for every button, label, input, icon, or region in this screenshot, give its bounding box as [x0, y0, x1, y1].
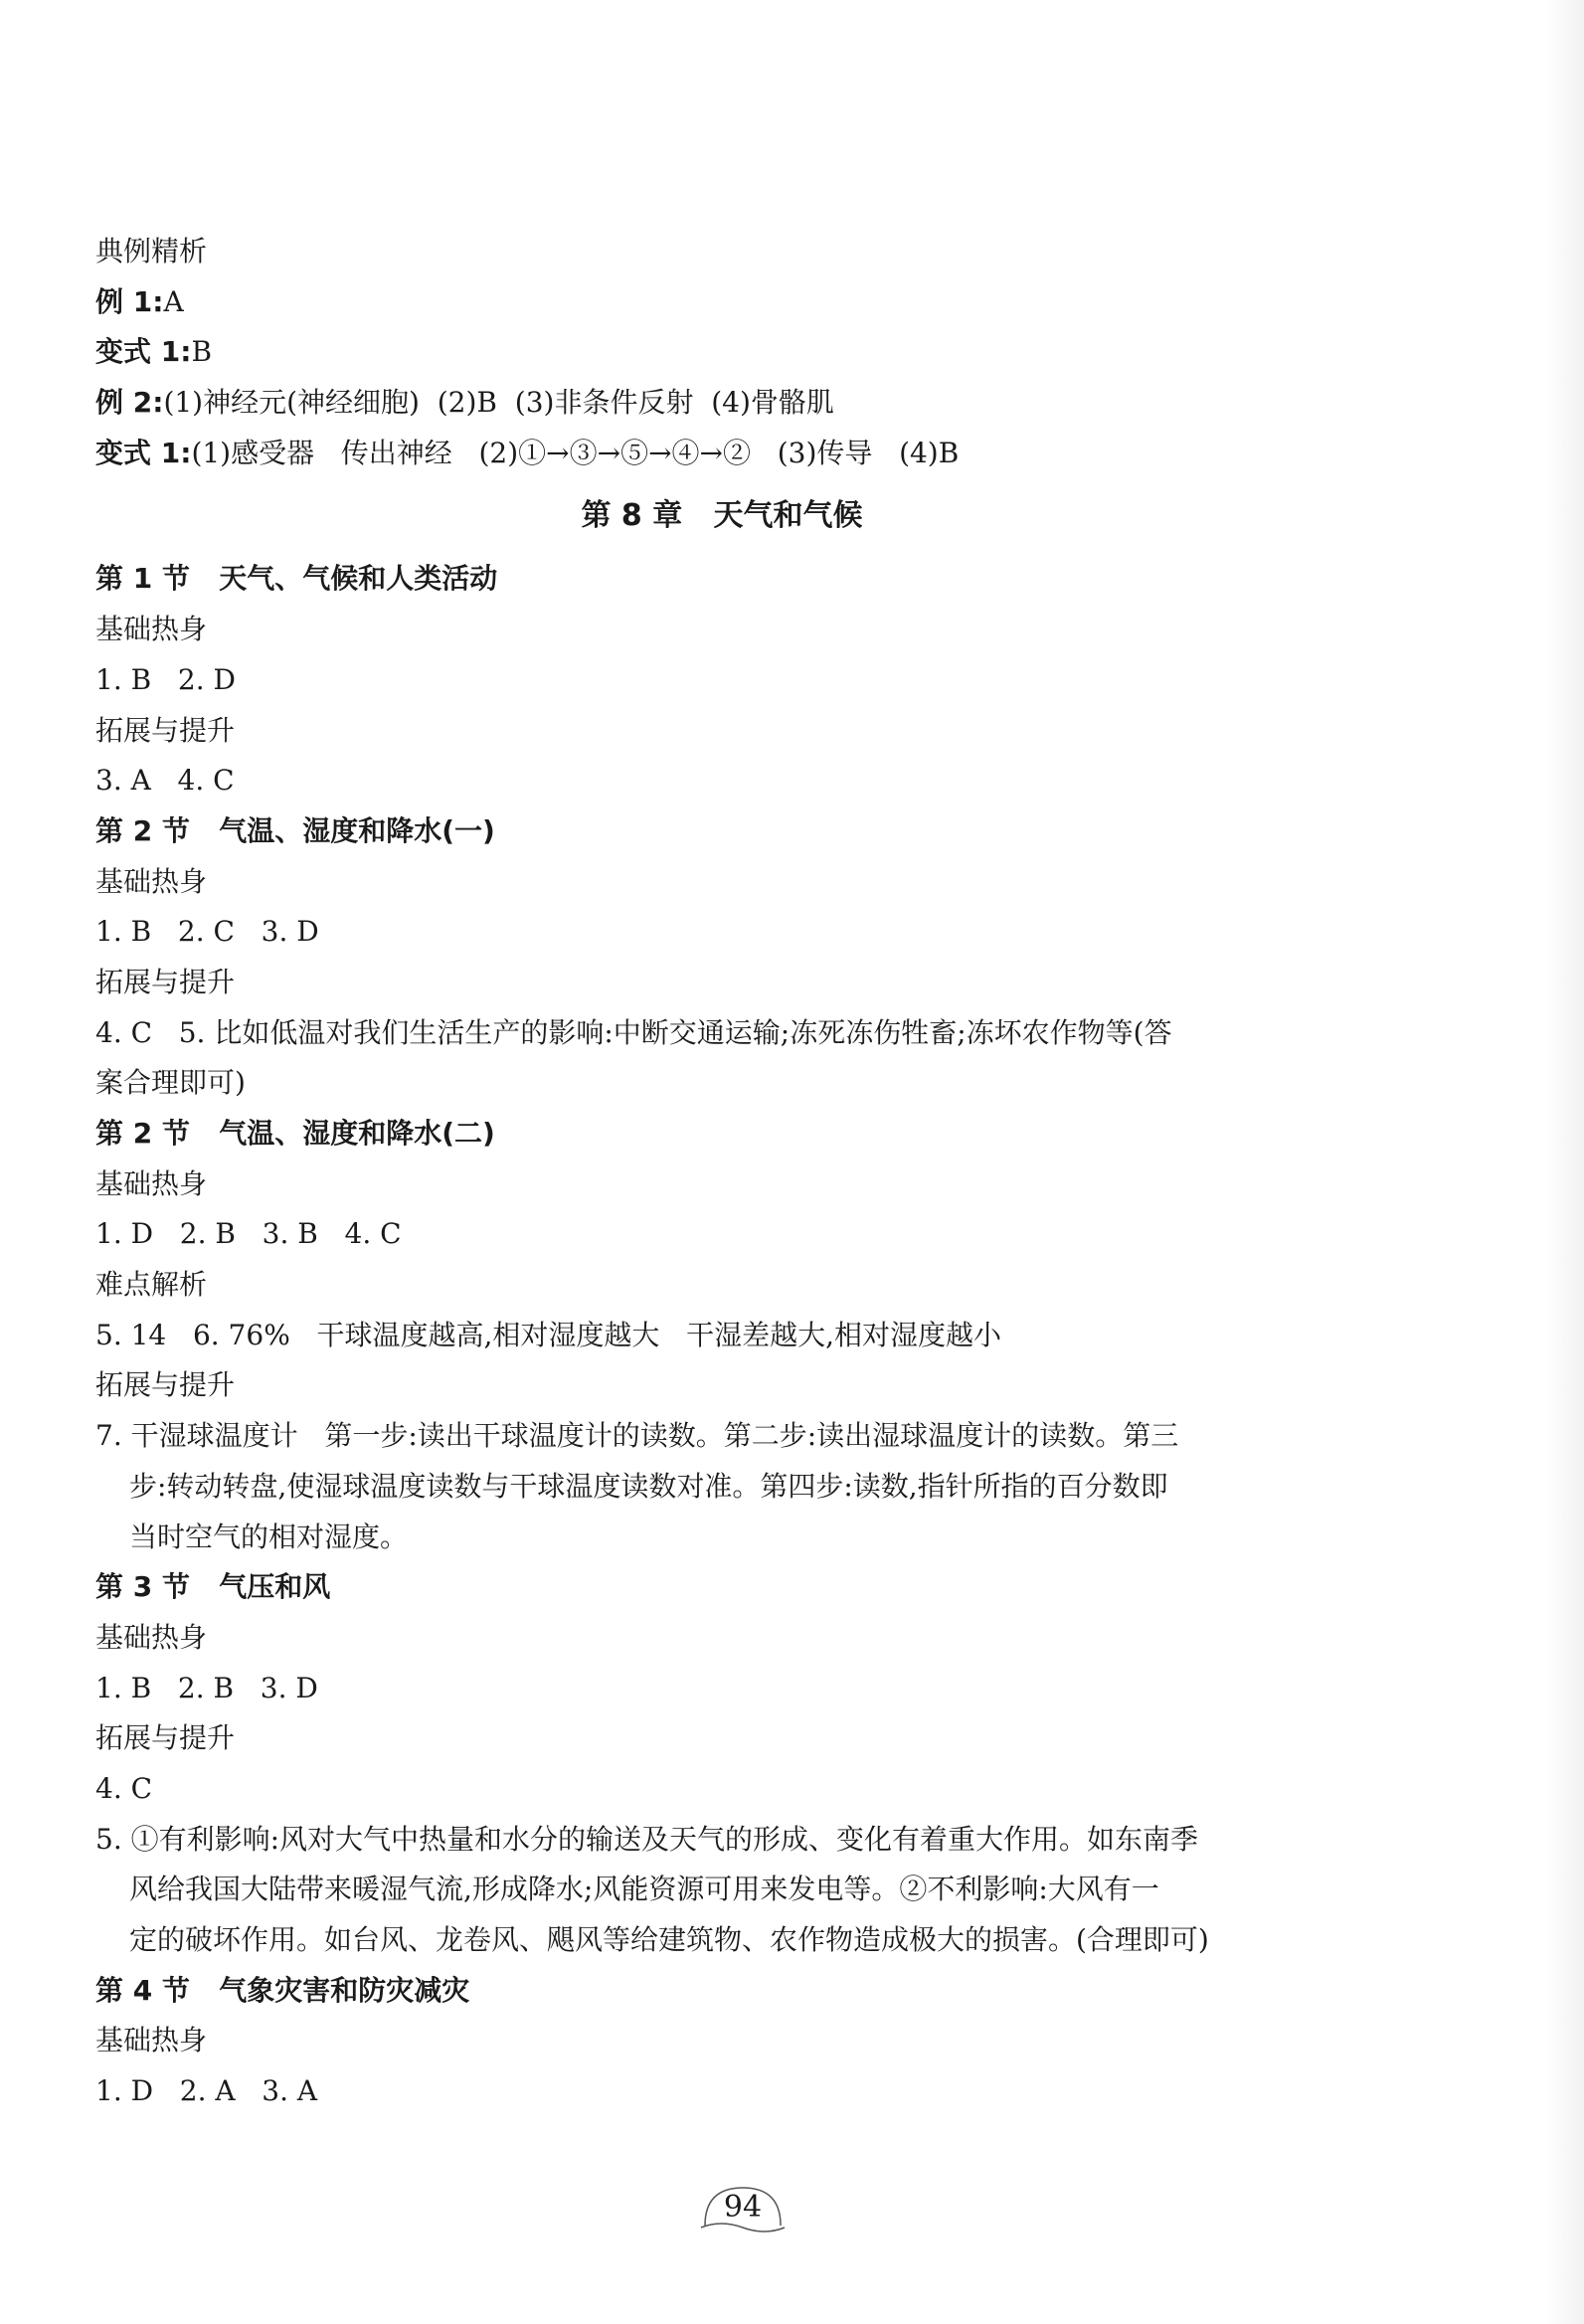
section-2b-extension-heading: 拓展与提升 — [95, 1368, 236, 1402]
section-1-extension-answers: 3. A 4. C — [95, 764, 235, 798]
example-2 — [95, 378, 1388, 429]
example-1-answer: A — [163, 284, 184, 318]
section-2a-extension-answers-1: 4. C 5. 比如低温对我们生活生产的影响:中断交通运输;冻死冻伤牲畜;冻坏农作物等(答 — [95, 1015, 1172, 1049]
section-3-title: 第 3 节 气压和风 — [95, 1570, 331, 1604]
page-edge — [1544, 0, 1584, 2324]
variant-2-label: 变式 1: — [95, 436, 192, 469]
answer-content — [95, 227, 1388, 2117]
section-3-extension-heading: 拓展与提升 — [95, 1721, 236, 1755]
variant-2 — [95, 429, 1388, 479]
section-1-basic-answers: 1. B 2. D — [95, 662, 236, 696]
section-2b-title: 第 2 节 气温、湿度和降水(二) — [95, 1117, 495, 1150]
section-2a-title: 第 2 节 气温、湿度和降水(一) — [95, 813, 495, 847]
chapter-title: 第 8 章 天气和气候 — [581, 498, 863, 534]
section-4-basic-answers: 1. D 2. A 3. A — [95, 2074, 318, 2108]
example-2-label: 例 2: — [95, 386, 164, 420]
section-2b-extension-answers-3: 当时空气的相对湿度。 — [129, 1520, 409, 1553]
example-1 — [95, 277, 1388, 328]
section-2b-basic-heading: 基础热身 — [95, 1166, 208, 1200]
section-3-extension-answer-5-1: 5. ①有利影响:风对大气中热量和水分的输送及天气的形成、变化有着重大作用。如东南季 — [95, 1822, 1199, 1856]
section-3-extension-answer-5-3: 定的破坏作用。如台风、龙卷风、飓风等给建筑物、农作物造成极大的损害。(合理即可) — [129, 1923, 1209, 1956]
section-2a-extension-answers-2: 案合理即可) — [95, 1066, 246, 1100]
section-4-basic-heading: 基础热身 — [95, 2024, 208, 2057]
page-number-text: 94 — [723, 2190, 763, 2225]
section-4-title: 第 4 节 气象灾害和防灾减灾 — [95, 1973, 470, 2007]
section-2b-extension-answers-1: 7. 干湿球温度计 第一步:读出干球温度计的读数。第二步:读出湿球温度计的读数。第三 — [95, 1419, 1179, 1453]
variant-2-answer: (1)感受器 传出神经 (2)①→③→⑤→④→② (3)传导 (4)B — [191, 436, 960, 469]
section-2a-basic-answers: 1. B 2. C 3. D — [95, 915, 319, 949]
section-3-basic-answers: 1. B 2. B 3. D — [95, 1671, 318, 1704]
section-3-basic-heading: 基础热身 — [95, 1620, 208, 1654]
section-3-extension-answer-5-2: 风给我国大陆带来暖湿气流,形成降水;风能资源可用来发电等。②不利影响:大风有一 — [129, 1873, 1159, 1906]
section-2b-hard-heading: 难点解析 — [95, 1268, 208, 1302]
example-1-label: 例 1: — [95, 284, 164, 318]
example-2-answer: (1)神经元(神经细胞) (2)B (3)非条件反射 (4)骨骼肌 — [163, 386, 834, 420]
section-2a-basic-heading: 基础热身 — [95, 864, 208, 898]
variant-1-answer: B — [191, 335, 213, 369]
section-2b-hard-answers: 5. 14 6. 76% 干球温度越高,相对湿度越大 干湿差越大,相对湿度越小 — [95, 1318, 1002, 1351]
section-2b-basic-answers: 1. D 2. B 3. B 4. C — [95, 1217, 402, 1251]
page-number — [699, 2182, 787, 2234]
section-3-extension-answer-4: 4. C — [95, 1771, 153, 1805]
section-2b-extension-answers-2: 步:转动转盘,使湿球温度读数与干球温度读数对准。第四步:读数,指针所指的百分数即 — [129, 1469, 1168, 1503]
variant-1-label: 变式 1: — [95, 335, 192, 369]
typical-heading: 典例精析 — [95, 235, 208, 268]
section-1-title: 第 1 节 天气、气候和人类活动 — [95, 562, 498, 596]
section-1-basic-heading: 基础热身 — [95, 613, 208, 646]
section-1-extension-heading: 拓展与提升 — [95, 713, 236, 747]
section-2a-extension-heading: 拓展与提升 — [95, 965, 236, 998]
variant-1 — [95, 327, 1388, 378]
